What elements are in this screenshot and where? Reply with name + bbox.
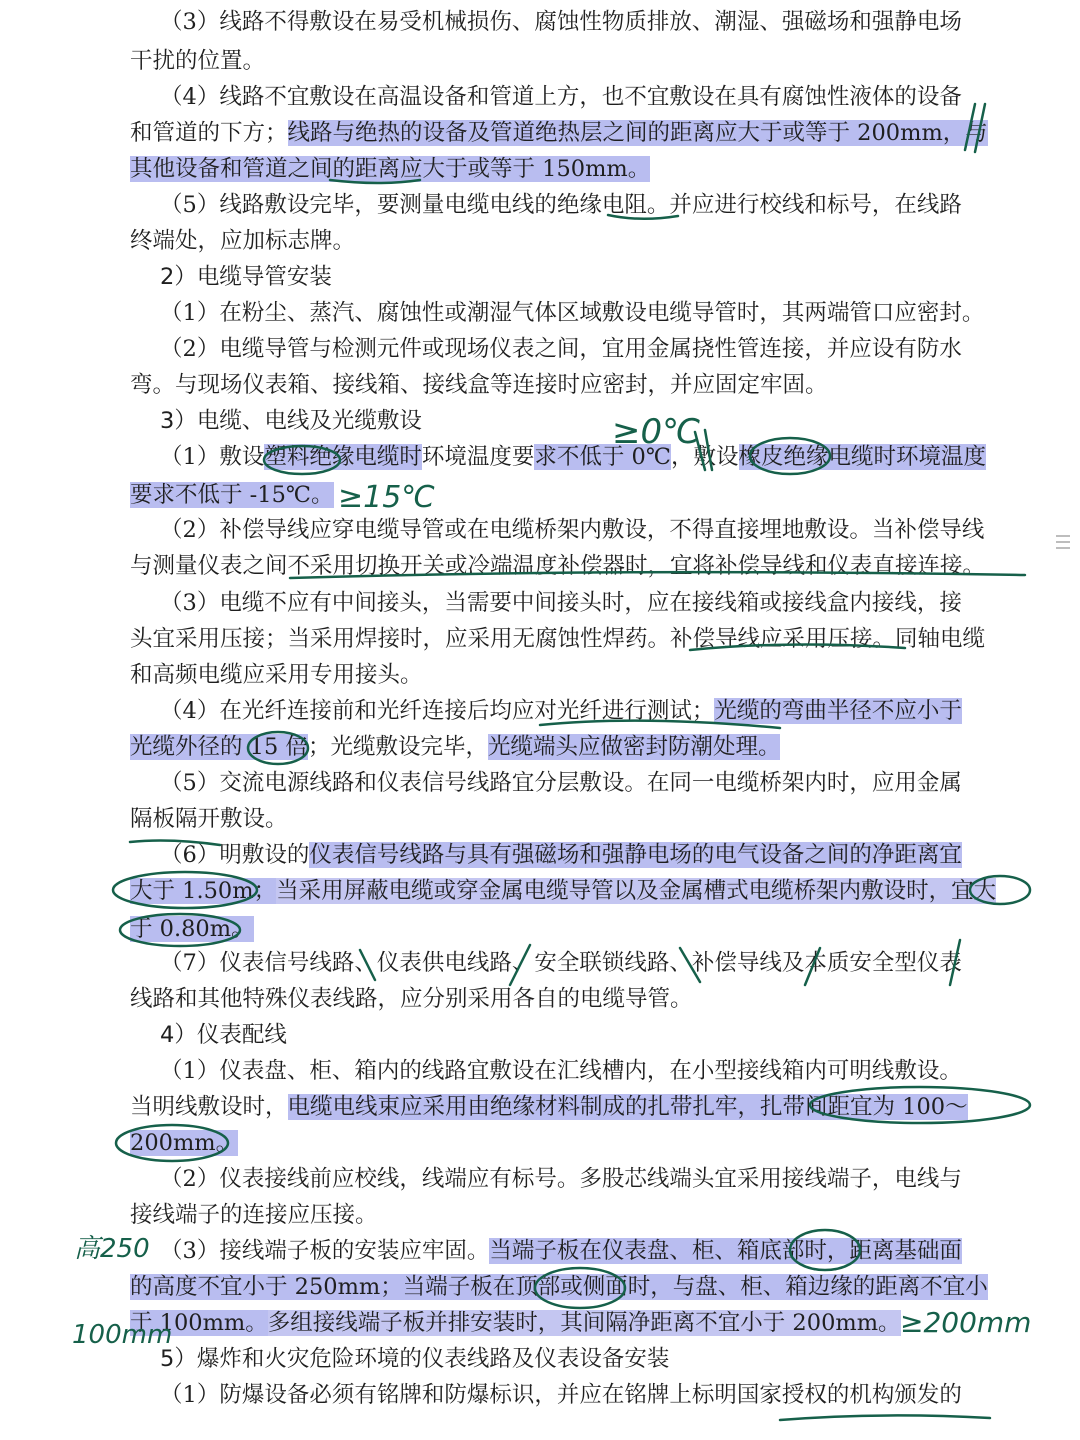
text-line: 终端处，应加标志牌。 bbox=[130, 228, 356, 254]
text-line: （1）在粉尘、蒸汽、腐蚀性或潮湿气体区域敷设电缆导管时，其两端管口应密封。 bbox=[160, 300, 985, 326]
handwritten-note: ≥200mm bbox=[900, 1306, 1032, 1339]
text-line bbox=[130, 1272, 1020, 1302]
text-line: 与测量仪表之间不采用切换开关或冷端温度补偿器时，宜将补偿导线和仪表直接连接。 bbox=[130, 553, 986, 579]
text-line: （5）线路敷设完毕，要测量电缆电线的绝缘电阻。并应进行校线和标号，在线路 bbox=[160, 192, 962, 218]
text-line bbox=[160, 1236, 1020, 1266]
text-line: 弯。与现场仪表箱、接线箱、接线盒等连接时应密封，并应固定牢固。 bbox=[130, 372, 828, 398]
text-line: （1）防爆设备必须有铭牌和防爆标识，并应在铭牌上标明国家授权的机构颁发的 bbox=[160, 1382, 962, 1408]
text-line: （2）补偿导线应穿电缆导管或在电缆桥架内敷设，不得直接埋地敷设。当补偿导线 bbox=[160, 517, 985, 543]
highlight: 求不低于 0℃ bbox=[534, 444, 671, 470]
text-line: （7）仪表信号线路、仪表供电线路、安全联锁线路、补偿导线及本质安全型仪表 bbox=[160, 950, 962, 976]
highlight: 于 100mm。 bbox=[130, 1310, 268, 1336]
highlight: 橡皮绝缘电缆时环境温度 bbox=[738, 444, 987, 470]
text-run: 和管道的下方； bbox=[130, 120, 288, 146]
highlight: 当端子板在仪表盘、柜、箱底部时，距离基础面 bbox=[489, 1238, 962, 1264]
highlight: 电缆电线束应采用由绝缘材料制成的扎带扎牢，扎带间距宜为 100～ bbox=[287, 1094, 968, 1120]
handwritten-note: 100mm bbox=[72, 1320, 173, 1350]
text-line: 和高频电缆应采用专用接头。 bbox=[130, 662, 423, 688]
text-line: 干扰的位置。 bbox=[130, 48, 266, 74]
section-heading: 4）仪表配线 bbox=[160, 1022, 287, 1048]
text-line bbox=[130, 154, 1020, 184]
text-line bbox=[160, 442, 1020, 472]
text-line bbox=[130, 118, 1020, 148]
highlight: 当采用屏蔽电缆或穿金属电缆导管以及金属槽式电缆桥架内敷设时，宜大 bbox=[276, 878, 997, 904]
highlight: 仪表信号线路与具有强磁场和强静电场的电气设备之间的净距离宜 bbox=[309, 842, 962, 868]
text-line bbox=[130, 876, 1020, 906]
text-run: （4）在光纤连接前和光纤连接后均应对光纤进行测试； bbox=[160, 698, 715, 724]
text-run: （6）明敷设的 bbox=[160, 842, 310, 868]
text-line bbox=[160, 840, 1020, 870]
highlight: 其他设备和管道之间的距离应大于或等于 150mm。 bbox=[130, 156, 651, 182]
text-run: ；光缆敷设完毕， bbox=[307, 734, 488, 760]
text-line bbox=[160, 696, 1020, 726]
text-run: 当明线敷设时， bbox=[130, 1094, 288, 1120]
text-line bbox=[130, 732, 1020, 762]
text-run: ，敷设 bbox=[671, 444, 739, 470]
text-line bbox=[130, 1128, 1020, 1158]
text-line bbox=[130, 480, 1020, 510]
text-line: （5）交流电源线路和仪表信号线路宜分层敷设。在同一电缆桥架内时，应用金属 bbox=[160, 770, 962, 796]
text-line: （1）仪表盘、柜、箱内的线路宜敷设在汇线槽内，在小型接线箱内可明线敷设。 bbox=[160, 1058, 962, 1084]
text-line bbox=[130, 1308, 1020, 1338]
text-run: （1）敷设 bbox=[160, 444, 265, 470]
scrollbar-grip[interactable] bbox=[1056, 535, 1070, 549]
text-line: 隔板隔开敷设。 bbox=[130, 806, 288, 832]
text-run: 环境温度要 bbox=[421, 444, 535, 470]
handwritten-note: ≥15℃ bbox=[338, 480, 436, 515]
text-line: （3）线路不得敷设在易受机械损伤、腐蚀性物质排放、潮湿、强磁场和强静电场 bbox=[160, 9, 962, 35]
text-line: （2）仪表接线前应校线，线端应有标号。多股芯线端头宜采用接线端子，电线与 bbox=[160, 1166, 962, 1192]
highlight: 光缆端头应做密封防潮处理。 bbox=[487, 734, 781, 760]
text-run: （3）接线端子板的安装应牢固。 bbox=[160, 1238, 490, 1264]
text-line: （3）电缆不应有中间接头，当需要中间接头时，应在接线箱或接线盒内接线，接 bbox=[160, 590, 962, 616]
highlight: 大于 1.50m； bbox=[130, 878, 277, 904]
handwritten-note: ≥0℃ bbox=[612, 412, 701, 452]
text-line bbox=[130, 1092, 1020, 1122]
highlight: 的高度不宜小于 250mm； bbox=[130, 1274, 403, 1300]
text-line: 线路和其他特殊仪表线路，应分别采用各自的电缆导管。 bbox=[130, 986, 693, 1012]
text-line bbox=[130, 914, 1020, 944]
highlight: 200mm。 bbox=[130, 1130, 239, 1156]
section-heading: 3）电缆、电线及光缆敷设 bbox=[160, 408, 422, 434]
text-line: （4）线路不宜敷设在高温设备和管道上方，也不宜敷设在具有腐蚀性液体的设备 bbox=[160, 84, 962, 110]
section-heading: 5）爆炸和火灾危险环境的仪表线路及仪表设备安装 bbox=[160, 1346, 670, 1372]
handwritten-note: 高250 bbox=[74, 1234, 150, 1264]
text-line: （2）电缆导管与检测元件或现场仪表之间，宜用金属挠性管连接，并应设有防水 bbox=[160, 336, 962, 362]
highlight: 光缆外径的 15 倍 bbox=[130, 734, 308, 760]
highlight: 塑料绝缘电缆时 bbox=[264, 444, 422, 470]
highlight: 当端子板在顶部或侧面时，与盘、柜、箱边缘的距离不宜小 bbox=[402, 1274, 988, 1300]
highlight: 要求不低于 -15℃。 bbox=[130, 482, 334, 508]
section-heading: 2）电缆导管安装 bbox=[160, 264, 332, 290]
text-line: 头宜采用压接；当采用焊接时，应采用无腐蚀性焊药。补偿导线应采用压接。同轴电缆 bbox=[130, 626, 986, 652]
text-line: 接线端子的连接应压接。 bbox=[130, 1202, 378, 1228]
highlight: 线路与绝热的设备及管道绝热层之间的距离应大于或等于 200mm，与 bbox=[287, 120, 988, 146]
highlight: 于 0.80m。 bbox=[130, 916, 254, 942]
highlight: 光缆的弯曲半径不应小于 bbox=[714, 698, 962, 724]
highlight: 多组接线端子板并排安装时，其间隔净距离不宜小于 200mm。 bbox=[267, 1310, 901, 1336]
